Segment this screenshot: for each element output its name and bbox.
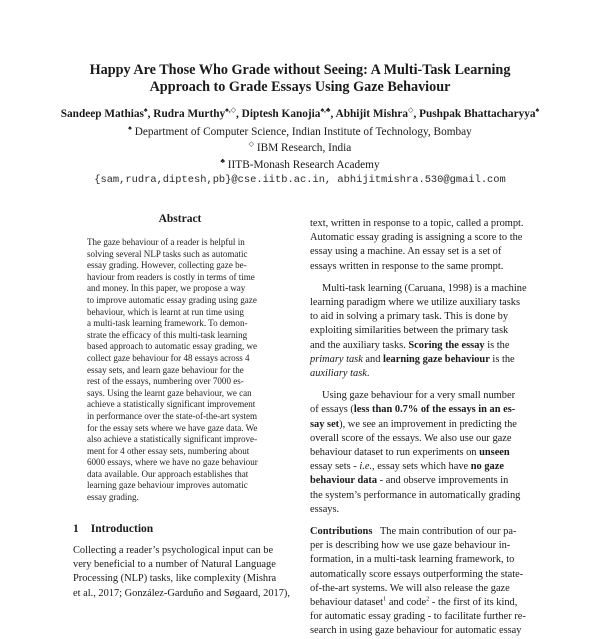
text-line: learning paradigm where we utilize auxiliary tasks — [310, 297, 521, 309]
text-line: Automatic essay grading is assigning a score to the — [310, 232, 523, 244]
author-list: Sandeep Mathias♠, Rudra Murthy♠,◇, Diptesh Kanojia♠,♣, Abhijit Mishra◇, Pushpak Bhattacharyya♠ — [60, 106, 540, 120]
bold-phrase: say set — [310, 418, 340, 430]
text-line: essays. — [310, 503, 340, 515]
text-line: for automatic essay grading - to facilitate further re- — [310, 611, 526, 623]
affiliation-mark: ◇ — [248, 140, 255, 149]
intro-line: et al., 2017; González-Garduño and Søgaard, 2017), — [73, 587, 290, 599]
bold-phrase: no gaze — [470, 461, 504, 473]
author-mark: ♠,♣ — [320, 106, 331, 115]
author-mark: ♠,◇ — [225, 106, 237, 115]
text-line: of-the-art systems. We will also release the gaze — [310, 582, 510, 594]
footnote-mark: 2 — [426, 595, 430, 603]
text-line: essay using a machine. An essay set is a set of — [310, 246, 502, 258]
text-line: primary task and learning gaze behaviour is the — [310, 353, 515, 365]
author-name: Abhijit Mishra — [335, 108, 409, 120]
abstract-line: rest of the essays, numbering over 7000 es- — [87, 376, 244, 387]
affiliation-mark: ♠ — [128, 124, 132, 133]
intro-line: Collecting a reader’s psychological input can be — [73, 545, 274, 556]
text-line: search in using gaze behaviour for automatic essay — [310, 625, 522, 637]
abstract-line: essay grading. However, collecting gaze be- — [87, 260, 247, 271]
abstract-line: based approach to automatic essay grading, we — [87, 341, 258, 352]
abstract-line: collect gaze behaviour for 48 essays across 4 — [87, 352, 250, 363]
section-title: Introduction — [90, 523, 154, 535]
text-line: Using gaze behaviour for a very small number — [322, 390, 516, 402]
abstract-line: data available. Our approach establishes that — [87, 468, 249, 479]
text-line: and the auxiliary tasks. Scoring the essay is the — [310, 339, 510, 351]
abstract-line: The gaze behaviour of a reader is helpful in — [87, 237, 245, 247]
bold-phrase: Scoring the essay — [408, 339, 485, 351]
abstract-line: also achieve a statistically significant improve- — [87, 434, 258, 445]
text-line: automatically score essays outperforming the state- — [310, 568, 524, 580]
text-line: Contributions The main contribution of our pa- — [310, 526, 517, 538]
author-name: Rudra Murthy — [153, 108, 226, 120]
text-line: behaviour dataset to run experiments on unseen — [310, 447, 510, 459]
text-line: Multi-task learning (Caruana, 1998) is a machine — [322, 282, 527, 294]
abstract-line: learning gaze behaviour improves automatic — [87, 480, 248, 491]
abstract-heading: Abstract — [158, 213, 202, 225]
affiliation-mark: ♣ — [220, 157, 225, 166]
bold-phrase: less than 0.7% of the essays in an es- — [353, 404, 516, 416]
author-mark: ♠ — [535, 106, 540, 115]
affiliation-monash — [40, 158, 560, 172]
text-line: behaviour data - and observe improvements in — [310, 475, 509, 487]
text-line: exploiting similarities between the primary task — [310, 325, 509, 337]
abstract-line: in performance over the state-of-the-art system — [87, 410, 258, 421]
right-column — [310, 217, 542, 639]
abstract-line: 6000 essays, where we have no gaze behaviour — [87, 457, 258, 468]
author-name: Diptesh Kanojia — [241, 108, 321, 120]
abstract-line: essay grading. — [87, 492, 139, 503]
abstract-line: haviour from readers is costly in terms of time — [87, 271, 255, 282]
abstract-line: and money. In this paper, we propose a way — [87, 283, 246, 294]
text-line: to aid in solving a primary task. This is done by — [310, 311, 509, 323]
italic-phrase: i.e., — [359, 461, 375, 473]
contributions-heading: Contributions — [310, 526, 373, 538]
author-mark: ◇ — [408, 106, 414, 115]
paragraph-contributions — [310, 525, 542, 639]
introduction-body — [73, 544, 301, 601]
affiliation-iitb — [40, 125, 560, 139]
intro-line: Processing (NLP) tasks, like complexity (Mishra — [73, 573, 277, 585]
abstract-line: ment for 4 other essay sets, numbering about — [87, 445, 250, 456]
bold-phrase: unseen — [479, 447, 510, 459]
italic-phrase: auxiliary task — [310, 368, 367, 380]
section-number: 1 — [73, 523, 79, 535]
abstract-line: to improve automatic essay grading using gaze — [87, 294, 257, 305]
title-line: Happy Are Those Who Grade without Seeing: A Multi-Task Learning — [89, 62, 511, 78]
paragraph-essay-definition — [310, 217, 542, 274]
text-line: overall score of the essays. We also use our gaze — [310, 432, 512, 444]
intro-line: very beneficial to a number of Natural Language — [73, 559, 276, 571]
author-mark: ♠ — [143, 106, 148, 115]
abstract-line: for the essay sets where we have gaze data. We — [87, 422, 258, 433]
text-line: say set), we see an improvement in predicting the — [310, 418, 517, 430]
text-line: behaviour dataset$^1$ and code$^2$ - the first of its kind, — [310, 595, 518, 609]
abstract-line: behaviour, which is learnt at run time using — [87, 306, 244, 317]
text-line: essay sets - i.e., essay sets which have no gaze — [310, 461, 504, 473]
text-line: the system’s performance in automatically grading — [310, 489, 521, 501]
abstract-line: says. Using the learnt gaze behaviour, we can — [87, 387, 252, 398]
paragraph-multi-task — [310, 282, 542, 381]
abstract-line: essay sets, and learn gaze behaviour for the — [87, 364, 244, 375]
affiliation-text: IBM Research, India — [256, 142, 352, 154]
paper-title — [40, 62, 560, 96]
title-line: Approach to Grade Essays Using Gaze Behaviour — [149, 79, 451, 95]
abstract-line: solving several NLP tasks such as automatic — [87, 248, 248, 259]
affiliation-text: Department of Computer Science, Indian Institute of Technology, Bombay — [134, 126, 472, 138]
text-line: auxiliary task. — [310, 368, 370, 380]
abstract-line: strate the efficacy of this multi-task learning — [87, 329, 248, 340]
author-name: Sandeep Mathias — [60, 108, 144, 120]
paragraph-gaze-usage — [310, 389, 542, 517]
abstract-body — [87, 237, 277, 504]
author-name: Pushpak Bhattacharyya — [419, 108, 536, 120]
introduction-heading — [73, 522, 165, 536]
author-emails: {sam,rudra,diptesh,pb}@cse.iitb.ac.in, abhijitmishra.530@gmail.com — [94, 174, 506, 186]
text-line: essays written in response to the same prompt. — [310, 260, 504, 272]
text-line: per is describing how we use gaze behaviour in- — [310, 540, 511, 552]
text-line: text, written in response to a topic, called a prompt. — [310, 218, 524, 229]
abstract-line: achieve a statistically significant improvement — [87, 399, 256, 410]
abstract-line: a multi-task learning framework. To demon- — [87, 318, 248, 329]
bold-phrase: learning gaze behaviour — [383, 353, 490, 365]
affiliation-text: IITB-Monash Research Academy — [227, 159, 380, 171]
italic-phrase: primary task — [310, 353, 363, 365]
affiliation-ibm — [40, 141, 560, 155]
text-line: formation, in a multi-task learning framework, to — [310, 554, 515, 566]
bold-phrase: behaviour data — [310, 475, 378, 487]
text-line: of essays (less than 0.7% of the essays in an es- — [310, 404, 516, 416]
footnote-mark: 1 — [383, 595, 387, 603]
